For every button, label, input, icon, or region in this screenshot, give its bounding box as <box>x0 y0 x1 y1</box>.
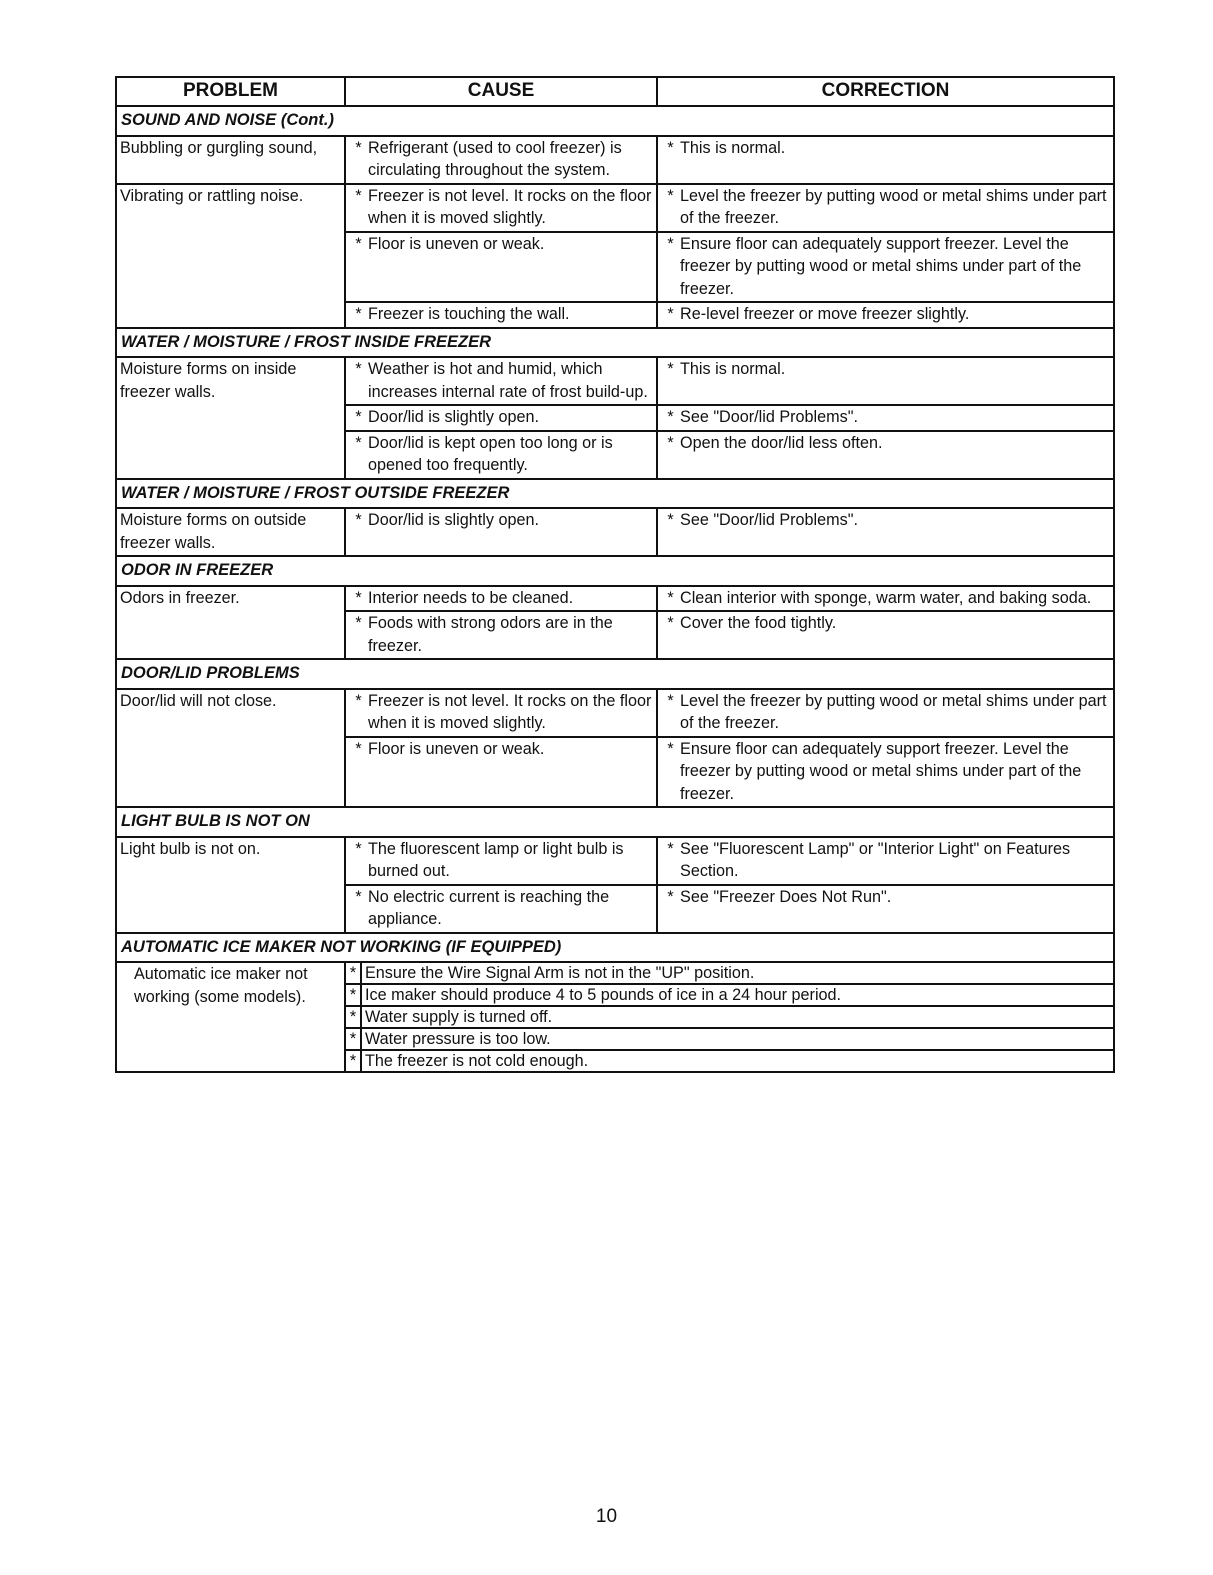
bullet-star: * <box>667 433 674 452</box>
section-row <box>116 479 1114 509</box>
correction-item-text: See "Fluorescent Lamp" or "Interior Light" on Features Section. <box>680 839 1071 880</box>
correction-item <box>661 185 1110 230</box>
header-problem: PROBLEM <box>116 77 345 106</box>
section-title: SOUND AND NOISE (Cont.) <box>116 106 1114 136</box>
bullet-star: * <box>355 433 362 452</box>
correction-cell <box>657 737 1114 808</box>
cause-item-text: No electric current is reaching the appliance. <box>368 887 610 928</box>
cause-cell <box>345 184 657 232</box>
cause-cell <box>345 586 657 612</box>
bullet-star: * <box>667 839 674 858</box>
correction-item <box>661 233 1110 301</box>
correction-item <box>661 612 1110 635</box>
cause-item-text: Foods with strong odors are in the freezer. <box>368 614 613 655</box>
cause-item <box>349 886 653 931</box>
correction-item <box>661 838 1110 883</box>
correction-item <box>661 406 1110 429</box>
correction-cell <box>657 611 1114 659</box>
problem-cell: Automatic ice maker not working (some models). <box>116 962 345 1072</box>
table-row <box>116 136 1114 184</box>
cause-item-text: Refrigerant (used to cool freezer) is circulating throughout the system. <box>368 138 622 179</box>
cause-cell <box>345 508 657 556</box>
correction-item-text: Level the freezer by putting wood or metal shims under part of the freezer. <box>680 691 1107 732</box>
correction-item <box>661 690 1110 735</box>
section-title: DOOR/LID PROBLEMS <box>116 659 1114 689</box>
correction-cell <box>657 689 1114 737</box>
header-correction: CORRECTION <box>657 77 1114 106</box>
cause-cell <box>345 885 657 933</box>
section-title: LIGHT BULB IS NOT ON <box>116 807 1114 837</box>
bullet-star: * <box>667 691 674 710</box>
bullet-star: * <box>667 138 674 157</box>
correction-item-text: Ensure floor can adequately support freezer. Level the freezer by putting wood or metal shims under part of the freezer. <box>680 234 1082 298</box>
bullet-star: * <box>345 1050 361 1072</box>
correction-item <box>661 358 1110 381</box>
header-row <box>116 77 1114 106</box>
correction-cell <box>657 508 1114 556</box>
correction-item-text: Level the freezer by putting wood or metal shims under part of the freezer. <box>680 186 1107 227</box>
section-row <box>116 659 1114 689</box>
cause-item-text: Freezer is not level. It rocks on the floor when it is moved slightly. <box>368 691 652 732</box>
table-row <box>116 586 1114 612</box>
correction-item <box>661 509 1110 532</box>
correction-item-text: See "Door/lid Problems". <box>680 511 858 529</box>
cause-cell <box>345 689 657 737</box>
bullet-star: * <box>345 1006 361 1028</box>
troubleshooting-table <box>115 76 1115 1073</box>
cause-item <box>349 233 653 256</box>
header-cause: CAUSE <box>345 77 657 106</box>
section-title: ODOR IN FREEZER <box>116 556 1114 586</box>
cause-cell <box>345 737 657 808</box>
correction-cell <box>657 136 1114 184</box>
section-row <box>116 106 1114 136</box>
cause-item <box>349 137 653 182</box>
table-row <box>116 184 1114 232</box>
problem-cell: Light bulb is not on. <box>116 837 345 933</box>
bullet-star: * <box>355 186 362 205</box>
table-row <box>116 508 1114 556</box>
bullet-star: * <box>355 234 362 253</box>
cause-item-text: Freezer is not level. It rocks on the floor when it is moved slightly. <box>368 186 652 227</box>
bullet-star: * <box>345 984 361 1006</box>
ice-maker-item: The freezer is not cold enough. <box>361 1050 1114 1072</box>
page-number: 10 <box>595 1506 618 1527</box>
cause-item <box>349 738 653 761</box>
cause-cell <box>345 302 657 328</box>
ice-maker-item: Ensure the Wire Signal Arm is not in the "UP" position. <box>361 962 1114 984</box>
bullet-star: * <box>667 234 674 253</box>
cause-item-text: Door/lid is kept open too long or is opened too frequently. <box>368 433 613 474</box>
cause-item <box>349 432 653 477</box>
bullet-star: * <box>355 887 362 906</box>
correction-item-text: This is normal. <box>680 360 786 378</box>
section-row <box>116 328 1114 358</box>
ice-maker-item: Water pressure is too low. <box>361 1028 1114 1050</box>
cause-cell <box>345 837 657 885</box>
section-title: WATER / MOISTURE / FROST INSIDE FREEZER <box>116 328 1114 358</box>
table-body <box>116 106 1114 1072</box>
section-title: WATER / MOISTURE / FROST OUTSIDE FREEZER <box>116 479 1114 509</box>
correction-item-text: Clean interior with sponge, warm water, and baking soda. <box>680 588 1092 607</box>
problem-cell: Moisture forms on outside freezer walls. <box>116 508 345 556</box>
table-row <box>116 837 1114 885</box>
bullet-star: * <box>667 186 674 205</box>
correction-item-text: This is normal. <box>680 138 786 157</box>
section-row <box>116 933 1114 963</box>
table-row <box>116 962 1114 984</box>
bullet-star: * <box>667 408 674 426</box>
bullet-star: * <box>667 588 674 607</box>
cause-item <box>349 838 653 883</box>
problem-cell: Door/lid will not close. <box>116 689 345 808</box>
correction-item <box>661 587 1110 610</box>
bullet-star: * <box>355 614 362 632</box>
section-row <box>116 556 1114 586</box>
cause-item-text: Door/lid is slightly open. <box>368 408 539 426</box>
correction-cell <box>657 405 1114 431</box>
correction-cell <box>657 885 1114 933</box>
bullet-star: * <box>345 1028 361 1050</box>
ice-maker-item: Water supply is turned off. <box>361 1006 1114 1028</box>
correction-item <box>661 303 1110 326</box>
problem-cell: Moisture forms on inside freezer walls. <box>116 357 345 479</box>
ice-maker-item: Ice maker should produce 4 to 5 pounds of ice in a 24 hour period. <box>361 984 1114 1006</box>
bullet-star: * <box>667 305 674 323</box>
correction-item-text: Cover the food tightly. <box>680 614 837 632</box>
correction-cell <box>657 586 1114 612</box>
correction-item-text: Re-level freezer or move freezer slightly. <box>680 305 970 323</box>
correction-item <box>661 886 1110 909</box>
cause-item-text: Interior needs to be cleaned. <box>368 588 574 607</box>
correction-item <box>661 738 1110 806</box>
correction-cell <box>657 232 1114 303</box>
cause-item-text: Floor is uneven or weak. <box>368 739 545 758</box>
bullet-star: * <box>355 511 362 529</box>
cause-item <box>349 587 653 610</box>
correction-cell <box>657 302 1114 328</box>
problem-cell: Bubbling or gurgling sound, <box>116 136 345 184</box>
cause-cell <box>345 405 657 431</box>
bullet-star: * <box>345 962 361 984</box>
cause-item <box>349 612 653 657</box>
cause-item-text: Weather is hot and humid, which increases internal rate of frost build-up. <box>368 360 648 401</box>
bullet-star: * <box>667 614 674 632</box>
cause-cell <box>345 611 657 659</box>
cause-cell <box>345 357 657 405</box>
cause-item-text: Floor is uneven or weak. <box>368 234 545 253</box>
bullet-star: * <box>355 138 362 157</box>
correction-cell <box>657 431 1114 479</box>
cause-cell <box>345 232 657 303</box>
bullet-star: * <box>355 360 362 378</box>
cause-item <box>349 690 653 735</box>
correction-cell <box>657 837 1114 885</box>
correction-item <box>661 137 1110 160</box>
cause-item <box>349 509 653 532</box>
table-row <box>116 689 1114 737</box>
bullet-star: * <box>355 739 362 758</box>
cause-item-text: The fluorescent lamp or light bulb is burned out. <box>368 839 624 880</box>
bullet-star: * <box>667 887 674 906</box>
bullet-star: * <box>667 739 674 758</box>
cause-item <box>349 358 653 403</box>
correction-item-text: See "Door/lid Problems". <box>680 408 858 426</box>
cause-item-text: Freezer is touching the wall. <box>368 305 570 323</box>
bullet-star: * <box>355 588 362 607</box>
bullet-star: * <box>355 305 362 323</box>
bullet-star: * <box>355 408 362 426</box>
cause-item <box>349 406 653 429</box>
correction-item <box>661 432 1110 455</box>
correction-cell <box>657 357 1114 405</box>
bullet-star: * <box>667 360 674 378</box>
table-row <box>116 357 1114 405</box>
problem-cell: Vibrating or rattling noise. <box>116 184 345 328</box>
cause-item <box>349 185 653 230</box>
bullet-star: * <box>667 511 674 529</box>
cause-cell <box>345 431 657 479</box>
cause-item <box>349 303 653 326</box>
bullet-star: * <box>355 691 362 710</box>
bullet-star: * <box>355 839 362 858</box>
correction-item-text: Open the door/lid less often. <box>680 433 883 452</box>
section-title: AUTOMATIC ICE MAKER NOT WORKING (IF EQUIPPED) <box>116 933 1114 963</box>
correction-item-text: See "Freezer Does Not Run". <box>680 887 892 906</box>
cause-cell <box>345 136 657 184</box>
correction-item-text: Ensure floor can adequately support freezer. Level the freezer by putting wood or metal shims under part of the freezer. <box>680 739 1082 803</box>
section-row <box>116 807 1114 837</box>
cause-item-text: Door/lid is slightly open. <box>368 511 539 529</box>
correction-cell <box>657 184 1114 232</box>
problem-cell: Odors in freezer. <box>116 586 345 660</box>
